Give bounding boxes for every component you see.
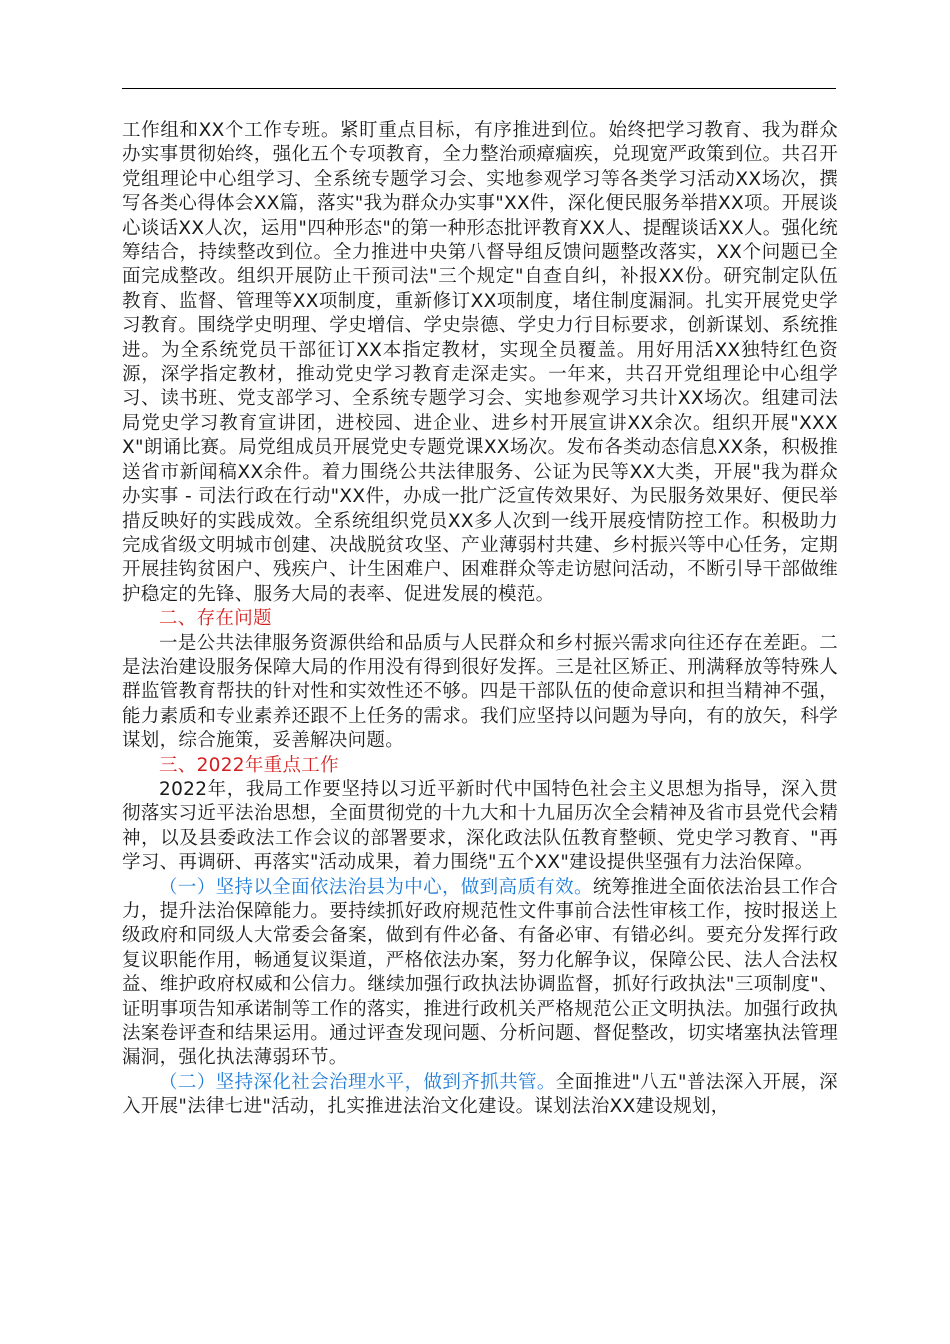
subsection-1-heading: （一）坚持以全面依法治县为中心，做到高质有效。 — [159, 876, 593, 898]
problems-paragraph: 一是公共法律服务资源供给和品质与人民群众和乡村振兴需求向往还存在差距。二是法治建设服务保障大局的作用没有得到很好发挥。三是社区矫正、刑满释放等特殊人群监管教育帮扶的针对性和实效性还不够。四是干部队伍的使命意识和担当精神不强，能力素质和专业素养还跟不上任务的需求。我们应坚持以问题为导向，有的放矢，科学谋划，综合施策，妥善解决问题。 — [122, 632, 838, 752]
subsection-2-body: 全面推进"八五"普法深入开展，深入开展"法律七进"活动，扎实推进法治文化建设。谋划法治XX建设规划， — [122, 1071, 838, 1118]
section-heading-problems: 二、存在问题 — [159, 608, 272, 630]
intro-paragraph: 工作组和XX个工作专班。紧盯重点目标，有序推进到位。始终把学习教育、我为群众办实事贯彻始终，强化五个专项教育，全力整治顽瘴痼疾，兑现宽严政策到位。共召开党组理论中心组学习、全系统专题学习会、实地参观学习等各类学习活动XX场次，撰写各类心得体会XX篇，落实"我为群众办实事"XX件，深化便民服务举措XX项。开展谈心谈话XX人次，运用"四种形态"的第一种形态批评教育XX人、提醒谈话XX人。强化统筹结合，持续整改到位。全力推进中央第八督导组反馈问题整改落实，XX个问题已全面完成整改。组织开展防止干预司法"三个规定"自查自纠，补报XX份。研究制定队伍教育、监督、管理等XX项制度，重新修订XX项制度，堵住制度漏洞。扎实开展党史学习教育。围绕学史明理、学史增信、学史崇德、学史力行目标要求，创新谋划、系统推进。为全系统党员干部征订XX本指定教材，实现全员覆盖。用好用活XX独特红色资源，深学指定教材，推动党史学习教育走深走实。一年来，共召开党组理论中心组学习、读书班、党支部学习、全系统专题学习会、实地参观学习共计XX场次。组建司法局党史学习教育宣讲团，进校园、进企业、进乡村开展宣讲XX余次。组织开展"XXXX"朗诵比赛。局党组成员开展党史专题党课XX场次。发布各类动态信息XX条，积极推送省市新闻稿XX余件。着力围绕公共法律服务、公证为民等XX大类，开展"我为群众办实事 - 司法行政在行动"XX件，办成一批广泛宣传效果好、为民服务效果好、便民举措反映好的实践成效。全系统组织党员XX多人次到一线开展疫情防控工作。积极助力完成省级文明城市创建、决战脱贫攻坚、产业薄弱村共建、乡村振兴等中心任务，定期开展挂钩贫困户、残疾户、计生困难户、困难群众等走访慰问活动，不断引导干部做维护稳定的先锋、服务大局的表率、促进发展的模范。 — [122, 120, 838, 605]
subsection-1-body: 统筹推进全面依法治县工作合力，提升法治保障能力。要持续抓好政府规范性文件事前合法性审核工作，按时报送上级政府和同级人大常委会备案，做到有件必备、有备必审、有错必纠。要充分发挥行政复议职能作用，畅通复议渠道，严格依法办案，努力化解争议，保障公民、法人合法权益、维护政府权威和公信力。继续加强行政执法协调监督，抓好行政执法"三项制度"、证明事项告知承诺制等工作的落实，推进行政机关严格规范公正文明执法。加强行政执法案卷评查和结果运用。通过评查发现问题、分析问题、督促整改，切实堵塞执法管理漏洞，强化执法薄弱环节。 — [122, 876, 838, 1069]
document-body — [122, 119, 838, 1120]
section-heading-key-work: 三、2022年重点工作 — [159, 754, 339, 776]
key-work-paragraph: 2022年，我局工作要坚持以习近平新时代中国特色社会主义思想为指导，深入贯彻落实习近平法治思想，全面贯彻党的十九大和十九届历次全会精神及省市县党代会精神，以及县委政法工作会议的部署要求，深化政法队伍教育整顿、党史学习教育、"再学习、再调研、再落实"活动成果，着力围绕"五个XX"建设提供坚强有力法治保障。 — [122, 778, 838, 874]
subsection-2-heading: （二）坚持深化社会治理水平，做到齐抓共管。 — [159, 1071, 556, 1093]
subsection-1-paragraph — [122, 876, 838, 1071]
header-rule — [122, 88, 836, 89]
subsection-2-paragraph — [122, 1071, 838, 1120]
